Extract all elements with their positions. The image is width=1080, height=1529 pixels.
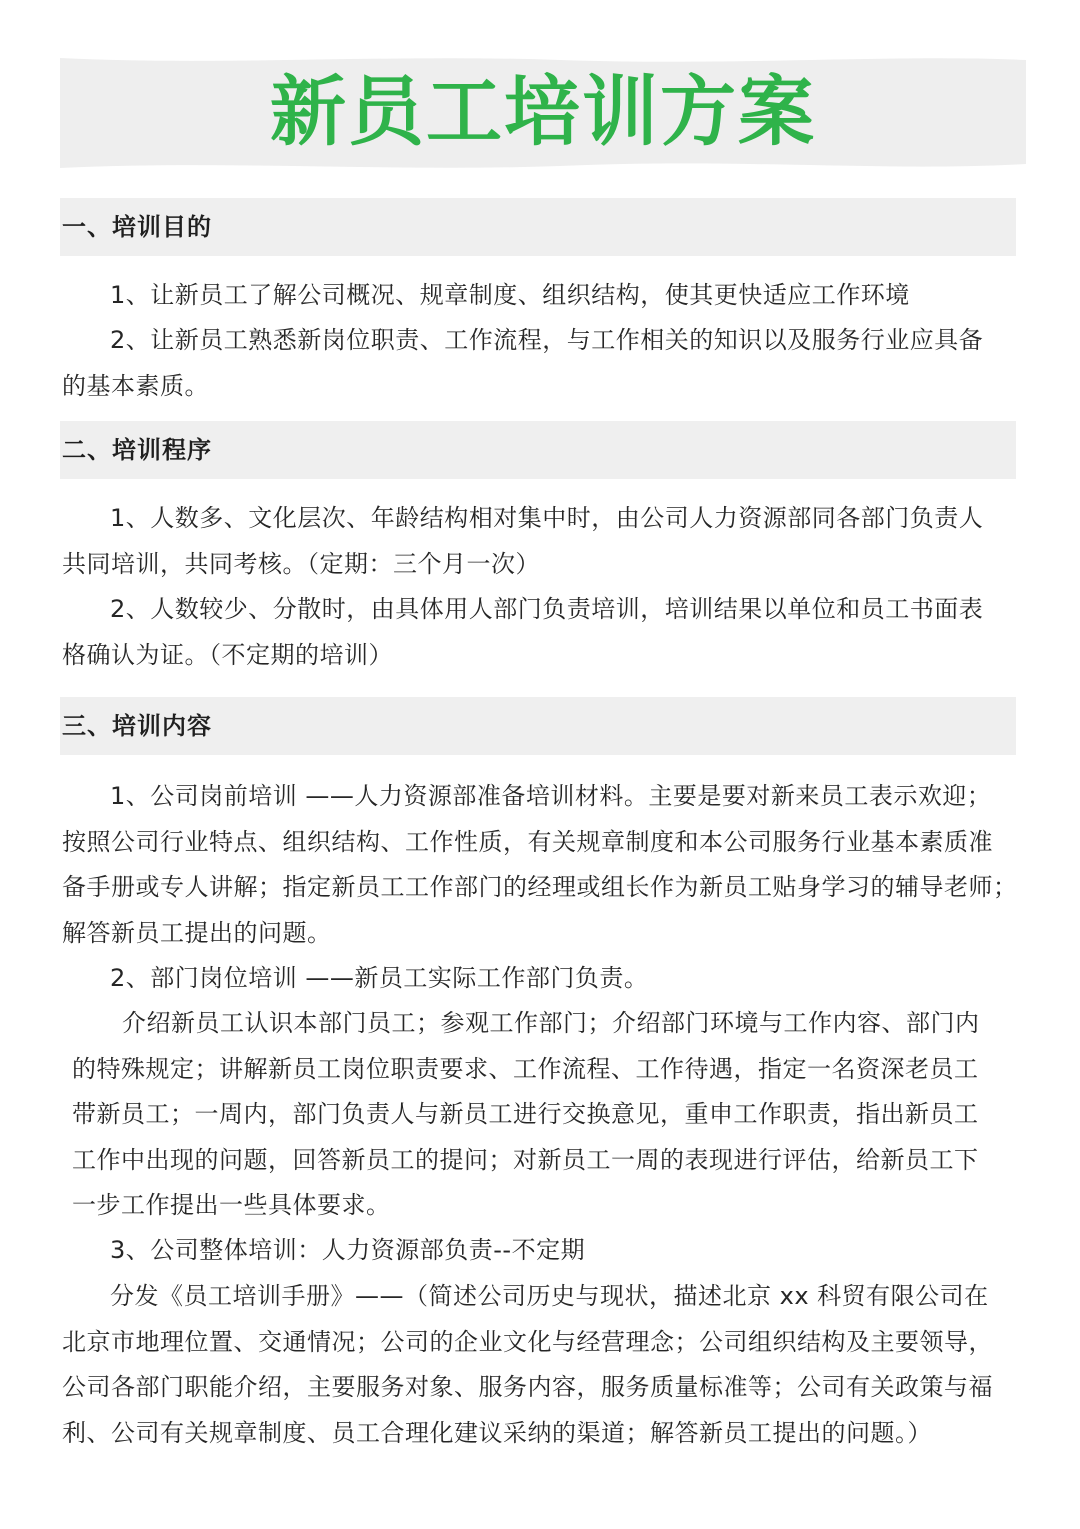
- section-content-paragraph-1: [62, 774, 1024, 956]
- paragraph-line: 工作中出现的问题，回答新员工的提问；对新员工一周的表现进行评估，给新员工下: [72, 1145, 979, 1174]
- paragraph-line: 3、公司整体培训：人力资源部负责--不定期: [110, 1236, 586, 1264]
- paragraph-line: 共同培训，共同考核。（定期：三个月一次）: [62, 549, 540, 578]
- section-content-paragraph-5: [62, 1274, 1024, 1456]
- paragraph-line: 分发《员工培训手册》——（简述公司历史与现状，描述北京 xx 科贸有限公司在: [110, 1282, 989, 1310]
- section-content-paragraph-4: [62, 1228, 1024, 1274]
- title-banner: [60, 52, 1026, 174]
- paragraph-line: 按照公司行业特点、组织结构、工作性质，有关规章制度和本公司服务行业基本素质准: [62, 827, 993, 856]
- paragraph-line: 备手册或专人讲解；指定新员工工作部门的经理或组长作为新员工贴身学习的辅导老师；: [62, 873, 1018, 901]
- section-purpose-paragraph-1: [62, 273, 1024, 319]
- paragraph-line: 1、公司岗前培训 ——人力资源部准备培训材料。主要是要对新来员工表示欢迎；: [110, 782, 992, 810]
- section-procedure-paragraph-2: [62, 587, 1024, 678]
- paragraph-line: 2、让新员工熟悉新岗位职责、工作流程，与工作相关的知识以及服务行业应具备: [110, 326, 984, 354]
- paragraph-line: 解答新员工提出的问题。: [62, 918, 332, 947]
- paragraph-line: 北京市地理位置、交通情况；公司的企业文化与经营理念；公司组织结构及主要领导，: [62, 1327, 993, 1356]
- paragraph-line: 的特殊规定；讲解新员工岗位职责要求、工作流程、工作待遇，指定一名资深老员工: [72, 1054, 979, 1083]
- paragraph-line: 带新员工；一周内，部门负责人与新员工进行交换意见，重申工作职责，指出新员工: [72, 1100, 979, 1128]
- section-purpose-paragraph-2: [62, 318, 1024, 409]
- paragraph-line: 公司各部门职能介绍，主要服务对象、服务内容，服务质量标准等；公司有关政策与福: [62, 1373, 993, 1401]
- section-procedure-paragraph-1: [62, 496, 1024, 587]
- paragraph-line: 的基本素质。: [62, 371, 209, 400]
- section-content-paragraph-2: [62, 956, 1024, 1002]
- section-content-paragraph-3: [62, 1001, 1024, 1229]
- page-title: 新员工培训方案: [270, 67, 816, 156]
- paragraph-line: 利、公司有关规章制度、员工合理化建议采纳的渠道；解答新员工提出的问题。）: [62, 1418, 932, 1447]
- paragraph-line: 2、部门岗位培训 ——新员工实际工作部门负责。: [110, 964, 649, 992]
- section-heading-procedure: 二、培训程序: [60, 421, 1016, 479]
- paragraph-line: 1、让新员工了解公司概况、规章制度、组织结构，使其更快适应工作环境: [110, 281, 910, 309]
- paragraph-line: 1、人数多、文化层次、年龄结构相对集中时，由公司人力资源部同各部门负责人: [110, 504, 984, 532]
- paragraph-line: 2、人数较少、分散时，由具体用人部门负责培训，培训结果以单位和员工书面表: [110, 595, 984, 623]
- paragraph-line: 格确认为证。（不定期的培训）: [62, 640, 393, 669]
- paragraph-line: 一步工作提出一些具体要求。: [72, 1191, 391, 1219]
- paragraph-line: 介绍新员工认识本部门员工；参观工作部门；介绍部门环境与工作内容、部门内: [122, 1009, 980, 1037]
- section-heading-purpose: 一、培训目的: [60, 198, 1016, 256]
- section-heading-content: 三、培训内容: [60, 697, 1016, 755]
